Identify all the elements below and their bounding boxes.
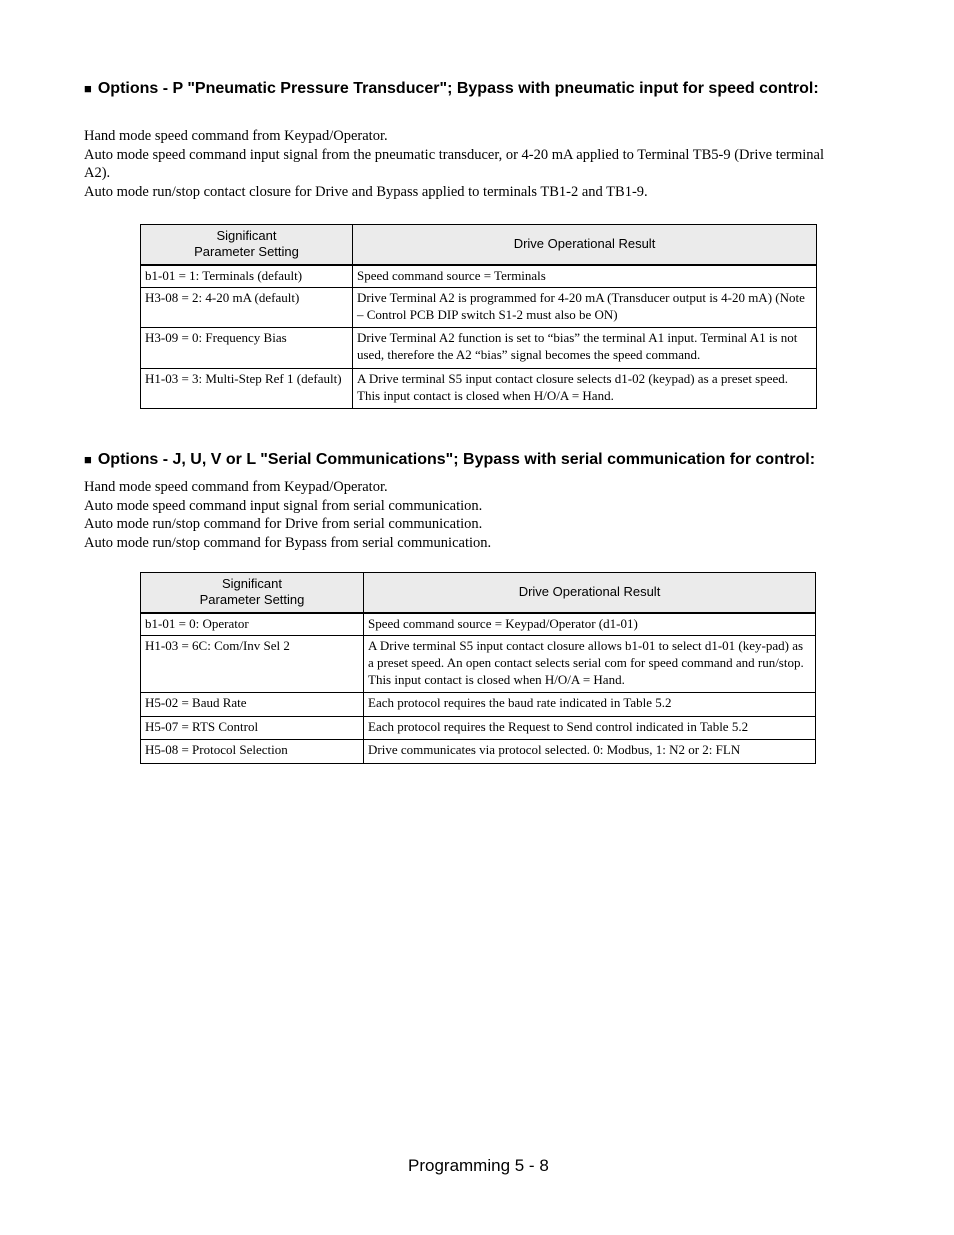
table-row <box>141 288 817 328</box>
result-cell: Speed command source = Terminals <box>353 265 817 288</box>
table-row <box>141 717 816 740</box>
param-cell: b1-01 = 1: Terminals (default) <box>141 265 353 288</box>
section-p-heading-text: Options - P "Pneumatic Pressure Transducer"; Bypass with pneumatic input for speed control: <box>97 80 819 97</box>
table-row <box>141 693 816 717</box>
section-p-paragraph: Auto mode run/stop contact closure for Drive and Bypass applied to terminals TB1-2 and TB1-9. <box>84 183 648 200</box>
section-serial-paragraph: Auto mode speed command input signal from serial communication. <box>84 497 483 514</box>
header-parameter-setting <box>141 573 364 613</box>
bullet-square-icon: ■ <box>84 452 92 467</box>
param-cell: H3-08 = 2: 4-20 mA (default) <box>141 288 353 328</box>
section-serial-heading <box>84 450 904 470</box>
section-p-description <box>84 127 844 201</box>
param-cell: H1-03 = 6C: Com/Inv Sel 2 <box>141 636 364 693</box>
section-p-parameter-table <box>140 224 817 409</box>
table-header-row <box>141 225 817 265</box>
page-footer: Programming 5 - 8 <box>408 1156 549 1175</box>
section-serial-paragraph: Auto mode run/stop command for Drive from serial communication. <box>84 516 483 532</box>
section-serial-description <box>84 478 844 552</box>
section-p-heading <box>84 79 824 99</box>
table-row <box>141 328 817 369</box>
param-cell: b1-01 = 0: Operator <box>141 613 364 636</box>
table-row <box>141 613 816 636</box>
header-operational-result: Drive Operational Result <box>364 573 816 613</box>
param-cell: H5-08 = Protocol Selection <box>141 740 364 764</box>
result-cell: A Drive terminal S5 input contact closure selects d1-02 (keypad) as a preset speed. This input contact is closed when H/O/A = Hand. <box>353 369 817 409</box>
table-header-row <box>141 573 816 613</box>
header-param-line2: Parameter Setting <box>199 592 305 608</box>
result-cell: Each protocol requires the baud rate indicated in Table 5.2 <box>364 693 816 717</box>
result-cell: Speed command source = Keypad/Operator (d1-01) <box>364 613 816 636</box>
result-cell: Drive Terminal A2 function is set to “bias” the terminal A1 input. Terminal A1 is not used, therefore the A2 “bias” signal becomes the speed command. <box>353 328 817 369</box>
param-cell: H5-07 = RTS Control <box>141 717 364 740</box>
header-param-line2: Parameter Setting <box>194 244 299 260</box>
section-p-paragraph: Hand mode speed command from Keypad/Operator. <box>84 128 388 144</box>
param-cell: H1-03 = 3: Multi-Step Ref 1 (default) <box>141 369 353 409</box>
result-cell: Drive Terminal A2 is programmed for 4-20 mA (Transducer output is 4-20 mA) (Note – Control PCB DIP switch S1-2 must also be ON) <box>353 288 817 328</box>
bullet-square-icon: ■ <box>84 81 92 96</box>
section-serial-heading-text: Options - J, U, V or L "Serial Communications"; Bypass with serial communication for control: <box>97 451 816 468</box>
header-param-line1: Significant <box>222 575 282 591</box>
param-cell: H5-02 = Baud Rate <box>141 693 364 717</box>
table-row <box>141 740 816 764</box>
table-row <box>141 369 817 409</box>
header-operational-result: Drive Operational Result <box>353 225 817 265</box>
param-cell: H3-09 = 0: Frequency Bias <box>141 328 353 369</box>
section-p-paragraph: Auto mode speed command input signal from the pneumatic transducer, or 4-20 mA applied to Terminal TB5-9 (Drive terminal A2). <box>84 146 825 181</box>
result-cell: Each protocol requires the Request to Send control indicated in Table 5.2 <box>364 717 816 740</box>
table-row <box>141 636 816 693</box>
result-cell: A Drive terminal S5 input contact closure allows b1-01 to select d1-01 (key-pad) as a preset speed. An open contact selects serial com for speed command and run/stop. This input contact is closed when H/O/A = Hand. <box>364 636 816 693</box>
result-cell: Drive communicates via protocol selected. 0: Modbus, 1: N2 or 2: FLN <box>364 740 816 764</box>
header-param-line1: Significant <box>216 227 277 243</box>
section-serial-parameter-table <box>140 572 816 764</box>
section-serial-paragraph: Hand mode speed command from Keypad/Operator. <box>84 479 388 495</box>
header-parameter-setting <box>141 225 353 265</box>
section-serial-paragraph: Auto mode run/stop command for Bypass from serial communication. <box>84 534 492 551</box>
table-row <box>141 265 817 288</box>
